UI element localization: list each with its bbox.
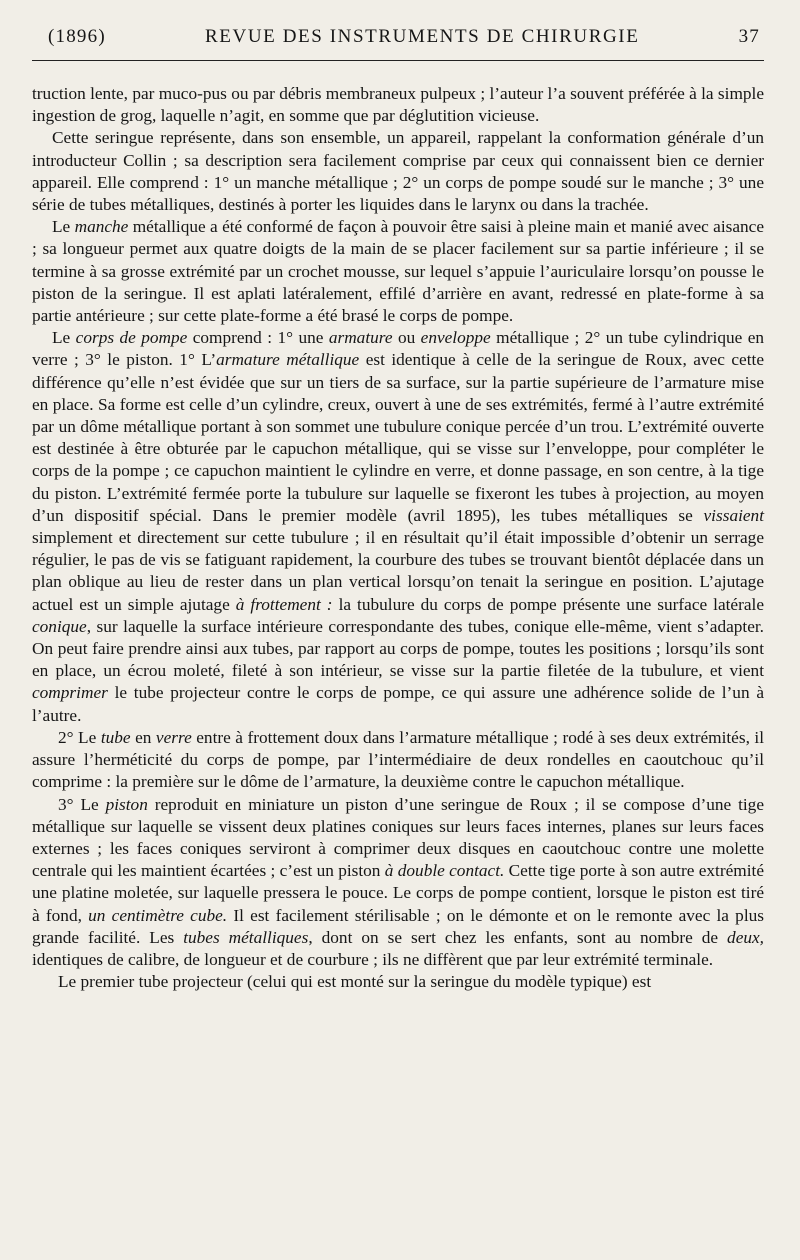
- text-segment: la tubulure du corps de pompe présente une surface latérale: [332, 594, 765, 614]
- text-segment: Le: [52, 217, 75, 237]
- italic-text: comprimer: [32, 683, 108, 703]
- text-segment: en: [130, 727, 156, 747]
- italic-text: manche: [74, 217, 129, 237]
- paragraph: [32, 794, 764, 972]
- text-segment: , sur laquelle la surface intérieure correspondante des tubes, conique elle-même, vient s’adapter. On peut faire prendre ainsi aux tubes, par rapport au corps de pompe, toutes les positions ; lorsqu’ils sont en place, un écrou moleté, fileté à son intérieur, se visse sur la partie filetée de la tubulure, et vient: [32, 616, 764, 681]
- italic-text: un centimètre cube.: [88, 905, 228, 925]
- paragraph: [32, 971, 764, 993]
- text-segment: truction lente, par muco-pus ou par débris membraneux pulpeux ; l’auteur l’a souvent préférée à la simple ingestion de grog, laquelle n’agit, en somme que par déglutition vicieuse.: [32, 84, 764, 126]
- text-segment: 2° Le: [58, 727, 101, 747]
- text-segment: métallique ; 2° un tube cylindrique en verre ; 3° le piston. 1° L’: [32, 328, 765, 370]
- text-segment: Il est facilement stérilisable ; on le démonte et on le remonte avec la plus grande facilité. Les: [32, 905, 764, 947]
- italic-text: armature: [328, 328, 393, 348]
- italic-text: deux,: [727, 927, 764, 947]
- page-number: 37: [738, 26, 760, 47]
- italic-text: à frottement :: [235, 594, 333, 614]
- text-segment: Cette seringue représente, dans son ensemble, un appareil, rappelant la conformation générale d’un introducteur Collin ; sa description sera facilement comprise par ceux qui connaissent bien ce dernier appareil. Elle comprend : 1° un manche métallique ; 2° un corps de pompe soudé sur le manche ; 3° une série de tubes métalliques, destinés à porter les liquides dans le larynx ou dans la trachée.: [32, 128, 764, 215]
- journal-title: REVUE DES INSTRUMENTS DE CHIRURGIE: [205, 26, 640, 47]
- italic-text: armature métallique: [216, 350, 360, 370]
- italic-text: corps de pompe: [75, 328, 188, 348]
- text-segment: 3° Le: [58, 794, 106, 814]
- italic-text: conique: [32, 616, 87, 636]
- paragraph: [32, 127, 764, 216]
- text-segment: Cette tige porte à son autre extrémité une platine moletée, sur laquelle pressera le pouce. Le corps de pompe contient, lorsque le piston est tiré à fond,: [32, 861, 764, 925]
- body-text: [32, 83, 764, 993]
- paragraph: [32, 327, 764, 727]
- text-segment: entre à frottement doux dans l’armature métallique ; rodé à ses deux extrémités, il assure l’herméticité du corps de pompe, par l’intermédiaire de deux rondelles en caoutchouc qu’il comprime : la première sur le dôme de l’armature, la deuxième contre le capuchon métallique.: [32, 727, 765, 792]
- paragraph: [32, 83, 764, 127]
- header-rule: [32, 60, 764, 61]
- header-year: (1896): [48, 26, 106, 47]
- italic-text: à double contact.: [384, 861, 505, 881]
- paragraph: [32, 727, 764, 794]
- text-segment: Le premier tube projecteur (celui qui est monté sur la seringue du modèle typique) est: [58, 972, 652, 992]
- text-segment: comprend : 1° une: [187, 328, 329, 348]
- text-segment: identiques de calibre, de longueur et de courbure ; ils ne diffèrent que par leur extrémité terminale.: [32, 949, 714, 969]
- text-segment: le tube projecteur contre le corps de pompe, ce qui assure une adhérence solide de l’un à l’autre.: [32, 683, 764, 725]
- text-segment: , dont on se sert chez les enfants, sont au nombre de: [308, 927, 728, 947]
- italic-text: piston: [105, 794, 148, 814]
- text-segment: métallique a été conformé de façon à pouvoir être saisi à pleine main et manié avec aisance ; sa longueur permet aux quatre doigts de la main de se placer facilement sur sa partie inférieure ; il se termine à sa grosse extrémité par un crochet mousse, sur lequel s’appuie l’auriculaire lorsqu’on pousse le piston de la seringue. Il est aplati latéralement, effilé d’arrière en avant, redressé en plate-forme à sa partie antérieure ; sur cette plate-forme a été brasé le corps de pompe.: [32, 217, 765, 326]
- text-segment: simplement et directement sur cette tubulure ; il en résultait qu’il était impossible d’obtenir un serrage régulier, le pas de vis se fatiguant rapidement, la courbure des tubes se trouvant bientôt déplacée dans un plan oblique au lieu de rester dans un plan vertical lorsqu’on tenait la seringue en position. L’ajutage actuel est un simple ajutage: [32, 528, 764, 614]
- text-segment: est identique à celle de la seringue de Roux, avec cette différence qu’elle n’est évidée que sur un tiers de sa surface, sur la partie supérieure de l’armature mise en place. Sa forme est celle d’un cylindre, creux, ouvert à une de ses extrémités, fermé à l’autre extrémité par un dôme métallique portant à son sommet une tubulure conique percée d’un trou. L’extrémité ouverte est destinée à être obturée par le capuchon métallique, qui se visse sur l’enveloppe, pour compléter le corps de la pompe ; ce capuchon maintient le cylindre en verre, et donne passage, en son centre, à la tige du piston. L’extrémité fermée porte la tubulure sur laquelle se fixeront les tubes à projection, au moyen d’un dispositif spécial. Dans le premier modèle (avril 1895), les tubes métalliques se: [32, 350, 764, 525]
- text-segment: Le: [52, 328, 76, 348]
- running-header: [32, 26, 764, 56]
- italic-text: enveloppe: [420, 328, 491, 348]
- italic-text: tubes métalliques: [183, 927, 309, 947]
- text-segment: reproduit en miniature un piston d’une seringue de Roux ; il se compose d’une tige métallique sur laquelle se vissent deux platines coniques sur leurs faces internes, planes sur leurs faces externes ; les faces coniques serviront à comprimer deux disques en caoutchouc contre une molette centrale qui les maintient écartées ; c’est un piston: [32, 794, 764, 881]
- italic-text: vissaient: [703, 505, 764, 525]
- italic-text: tube: [100, 727, 131, 747]
- italic-text: verre: [155, 727, 192, 747]
- text-segment: ou: [392, 328, 421, 348]
- paragraph: [32, 216, 764, 327]
